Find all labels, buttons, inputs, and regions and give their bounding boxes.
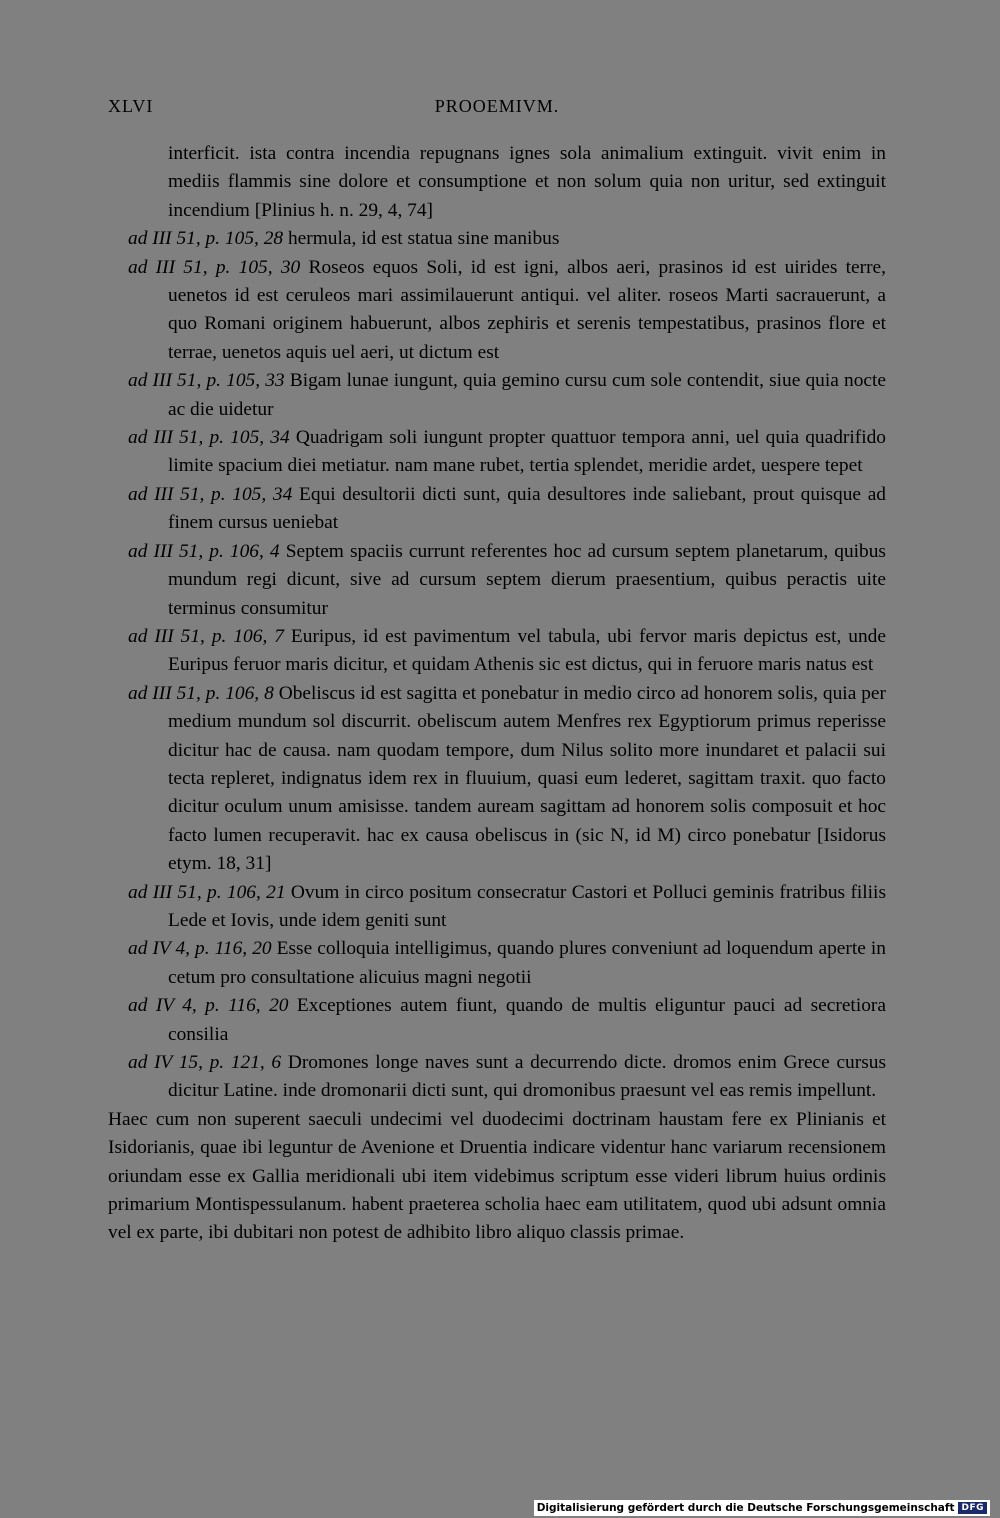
scholion-reference: ad III 51, p. 105, 33 <box>128 370 285 392</box>
scholion-text: Dromones longe naves sunt a decurrendo dicte. dromos enim Grece cursus dicitur Latine. inde dromonarii dicti sunt, qui dromonibus praesunt vel eas remis impellunt. <box>168 1052 886 1102</box>
scholion-text: Quadrigam soli iungunt propter quattuor tempora anni, uel quia quadrifido limite spacium diei metiatur. nam mane rubet, tertia splendet, meridie ardet, uespere tepet <box>168 427 886 477</box>
scholion-entry <box>108 992 886 1049</box>
scholion-reference: ad IV 4, p. 116, 20 <box>128 938 272 960</box>
scholion-reference: ad III 51, p. 106, 4 <box>128 540 280 562</box>
page-body <box>108 140 886 1248</box>
scholion-reference: ad IV 4, p. 116, 20 <box>128 995 289 1017</box>
scholion-reference: ad III 51, p. 105, 28 <box>128 228 284 250</box>
scholion-entry <box>108 481 886 538</box>
continuation-text: interficit. ista contra incendia repugnans ignes sola animalium extinguit. vivit enim in mediis flammis sine dolore et consumptione et non solum quia non uritur, sed extinguit incendium [Plinius h. n. 29, 4, 74] <box>168 143 886 221</box>
dfg-logo: DFG <box>958 1502 987 1514</box>
scholion-text: Exceptiones autem fiunt, quando de multis eliguntur pauci ad secretiora consilia <box>168 995 886 1045</box>
scholion-reference: ad III 51, p. 105, 30 <box>128 256 301 278</box>
scholion-reference: ad III 51, p. 106, 21 <box>128 881 286 903</box>
scholion-text: Obeliscus id est sagitta et ponebatur in medio circo ad honorem solis, quia per medium mundum sol discurrit. obeliscum autem Menfres rex Egyptiorum primus reperisse dicitur hac de causa. nam quodam tempore, dum Nilus solito more inundaret et palacii sui tecta repleret, indignatus idem rex in fluuium, quasi eum lederet, sagittam traxit. quo facto dicitur oculum unum amisisse. tandem auream sagittam ad honorem solis composuit et hoc facto lumen recuperavit. hac ex causa obeliscus in (sic N, id M) circo ponebatur [Isidorus etym. 18, 31] <box>168 682 886 875</box>
scholion-text: Esse colloquia intelligimus, quando plures conveniunt ad loquendum aperte in cetum pro consultatione alicuius magni negotii <box>168 938 886 988</box>
scholion-text: Bigam lunae iungunt, quia gemino cursu cum sole contendit, siue quia nocte ac die uidetur <box>168 370 886 420</box>
scholion-text: Roseos equos Soli, id est igni, albos aeri, prasinos id est uirides terre, uenetos id est ceruleos mari assimilauerunt antiqui. vel aliter. roseos Marti sacrauerunt, a quo Romani originem habuerunt, albos zephiris et serenis tempestatibus, prasinos flore et terrae, uenetos aquis uel aeri, ut dictum est <box>168 256 886 363</box>
scholion-entry <box>108 538 886 623</box>
page-number: XLVI <box>108 96 154 116</box>
scholion-entry <box>108 935 886 992</box>
scholion-entry <box>108 225 886 253</box>
scholion-entry <box>108 424 886 481</box>
scholion-reference: ad III 51, p. 106, 8 <box>128 682 274 704</box>
scholion-entry <box>108 367 886 424</box>
page-header <box>108 96 886 122</box>
credit-text: Digitalisierung gefördert durch die Deutsche Forschungsgemeinschaft <box>536 1502 955 1514</box>
scholion-entry <box>108 254 886 368</box>
scholion-text: Euripus, id est pavimentum vel tabula, ubi fervor maris depictus est, unde Euripus feruor maris dicitur, et quidam Athenis sic est dictus, qui in feruore maris natus est <box>168 625 886 676</box>
scholion-text: Equi desultorii dicti sunt, quia desultores inde saliebant, prout quisque ad finem cursus ueniebat <box>168 483 886 534</box>
scholion-reference: ad III 51, p. 106, 7 <box>128 625 284 647</box>
scholion-entry <box>108 623 886 680</box>
scholion-text: hermula, id est statua sine manibus <box>287 228 560 250</box>
scholion-entry <box>108 680 886 879</box>
scholia-list <box>108 225 886 1106</box>
scholion-text: Ovum in circo positum consecratur Castori et Polluci geminis fratribus filiis Lede et Iovis, unde idem geniti sunt <box>168 881 886 931</box>
scholion-reference: ad III 51, p. 105, 34 <box>128 427 290 449</box>
scholion-reference: ad III 51, p. 105, 34 <box>128 483 293 505</box>
scholion-reference: ad IV 15, p. 121, 6 <box>128 1052 282 1073</box>
scholion-entry <box>108 1049 886 1106</box>
digitization-credit <box>534 1500 990 1516</box>
running-title: PROOEMIVM. <box>434 96 560 116</box>
scholion-text: Septem spaciis currunt referentes hoc ad cursum septem planetarum, quibus mundum regi dicunt, sive ad cursum septem dierum praesentium, quibus peractis uite terminus consumitur <box>168 540 886 619</box>
scholion-entry <box>108 879 886 936</box>
closing-paragraph: Haec cum non superent saeculi undecimi vel duodecimi doctrinam haustam fere ex Plinianis et Isidorianis, quae ibi leguntur de Avenione et Druentia indicare videntur hanc variarum recensionem oriundam esse ex Gallia meridionali ubi item videbimus scriptum esse videri librum huius ordinis primarium Montispessulanum. habent praeterea scholia haec eam utilitatem, quod ubi adsunt omnia vel ex parte, ibi dubitari non potest de adhibito libro aliquo classis primae. <box>108 1108 886 1244</box>
